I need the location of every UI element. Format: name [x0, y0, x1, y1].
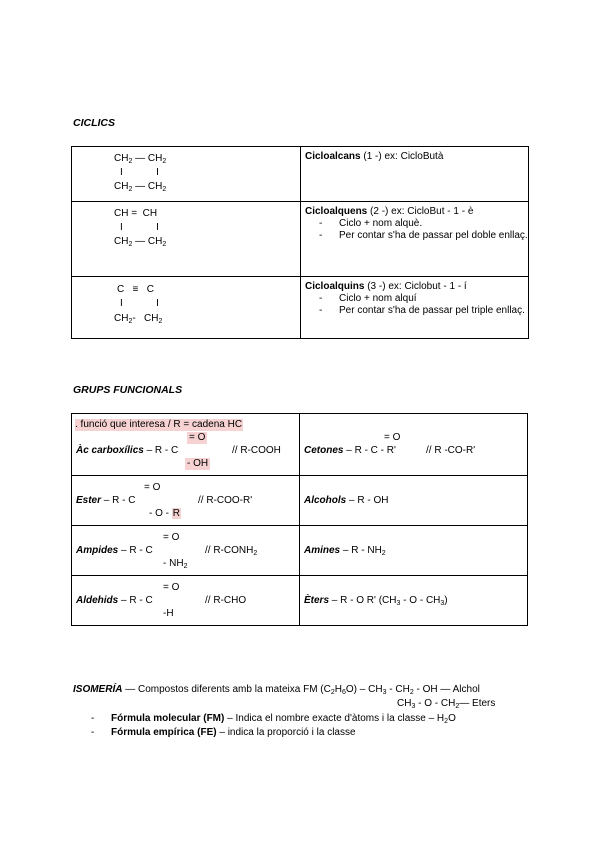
list-item: - Ciclo + nom alquí	[301, 293, 528, 305]
ether-formula: Èters – R - O R' ($CH_3$ - O - $CH_3$)	[304, 595, 448, 607]
isomeria-line: ISOMERÍA — Compostos diferents amb la mateixa FM $(C_2H_6O) - CH_3 - CH_2$ - OH — Alchol	[73, 684, 480, 696]
table-row	[72, 476, 528, 526]
double-bond-o: = O	[384, 432, 401, 443]
condensed-formula: // R-COO-R'	[198, 495, 253, 506]
condensed-formula: // $R-CONH_2$	[205, 545, 258, 557]
cell-alcohols	[300, 476, 528, 526]
structure-formula: C ≡ C	[117, 284, 154, 295]
term-cicloalquens: Cicloalquens	[305, 206, 368, 217]
amide-formula: Ampides – R - C	[76, 545, 153, 556]
structure-cell-cicloalquins	[72, 277, 301, 339]
structure-formula: $CH_2-$ $CH_2$	[114, 313, 163, 325]
bullet-list	[301, 293, 528, 317]
term-detail: (1 -) ex: CicloButà	[360, 151, 444, 162]
condensed-formula: // R -CO-R'	[426, 445, 476, 456]
note-text: . funció que interesa / R = cadena HC	[75, 419, 243, 430]
hydroxyl-group: - OH	[187, 458, 209, 469]
amino-group: - $NH_2$	[163, 558, 188, 570]
condensed-formula: // R-CHO	[205, 595, 247, 606]
cell-cetones	[300, 414, 528, 476]
list-item-fm: - Fórmula molecular (FM) – Indica el nombre exacte d'àtoms i la classe – $H_2O$	[91, 713, 456, 725]
cell-ampides	[72, 526, 300, 576]
cell-eters	[300, 576, 528, 626]
double-bond-o: = O	[163, 532, 180, 543]
table-row	[72, 277, 529, 339]
table-row	[72, 576, 528, 626]
bond-lines: I I	[120, 167, 159, 178]
bond-lines: I I	[120, 222, 159, 233]
bond-lines: I I	[120, 298, 159, 309]
term-formula-empirica: Fórmula empírica (FE)	[111, 727, 217, 738]
cell-aldehids	[72, 576, 300, 626]
term-detail: (3 -) ex: Ciclobut - 1 - í	[364, 281, 467, 292]
section-heading-isomeria: ISOMERÍA	[73, 684, 123, 695]
section-heading-grups-funcionals: GRUPS FUNCIONALS	[73, 384, 183, 396]
acid-formula: Àc carboxílics – R - C	[76, 445, 179, 456]
term-cetones: Cetones	[304, 445, 344, 456]
amine-formula: Amines – R - $NH_2$	[304, 545, 386, 557]
hydrogen-group: -H	[163, 608, 174, 619]
ester-oxygen-group: - O - R	[149, 508, 181, 519]
double-bond-o: = O	[144, 482, 161, 493]
aldehyde-formula: Aldehids – R - C	[76, 595, 153, 606]
term-amines: Amines	[304, 545, 341, 556]
term-acids: Àc carboxílics	[76, 445, 144, 456]
table-row	[72, 414, 528, 476]
list-item: - Ciclo + nom alquè.	[301, 218, 528, 230]
table-row	[72, 526, 528, 576]
ester-formula: Ester – R - C	[76, 495, 136, 506]
table-row	[72, 147, 529, 202]
list-item: - Per contar s'ha de passar pel triple enllaç.	[301, 305, 528, 317]
term-cicloalquins: Cicloalquins	[305, 281, 365, 292]
table-row	[72, 202, 529, 277]
structure-cell-cicloalcans	[72, 147, 301, 202]
structure-cell-cicloalquens	[72, 202, 301, 277]
term-formula-molecular: Fórmula molecular (FM)	[111, 713, 225, 724]
term-aldehids: Aldehids	[76, 595, 119, 606]
condensed-formula: // R-COOH	[232, 445, 281, 456]
section-heading-ciclics: CICLICS	[73, 117, 115, 129]
structure-formula: $CH_2$ — $CH_2$	[114, 153, 167, 165]
description-cell-cicloalquins	[301, 277, 529, 339]
double-bond-o: = O	[189, 432, 206, 443]
term-alcohols: Alcohols	[304, 495, 347, 506]
ketone-formula: Cetones – R - C - R'	[304, 445, 396, 456]
structure-formula: $CH_2$ — $CH_2$	[114, 181, 167, 193]
term-detail: (2 -) ex: CicloBut - 1 - è	[367, 206, 474, 217]
structure-formula: CH = CH	[114, 208, 158, 219]
term-cicloalcans: Cicloalcans	[305, 151, 361, 162]
bullet-list	[301, 218, 528, 242]
term-ampides: Ampides	[76, 545, 119, 556]
cell-amines	[300, 526, 528, 576]
isomeria-line-2: $CH_3$ - O - $CH_2—$ Eters	[397, 698, 496, 710]
description-cell-cicloalquens	[301, 202, 529, 277]
list-item: - Per contar s'ha de passar pel doble enllaç.	[301, 230, 528, 242]
term-ester: Ester	[76, 495, 102, 506]
grups-table	[71, 413, 528, 626]
ciclics-table	[71, 146, 529, 339]
alcohol-formula: Alcohols – R - OH	[304, 495, 389, 506]
double-bond-o: = O	[163, 582, 180, 593]
cell-acids	[72, 414, 300, 476]
cell-ester	[72, 476, 300, 526]
term-eters: Èters	[304, 595, 330, 606]
structure-formula: $CH_2$ — $CH_2$	[114, 236, 167, 248]
list-item-fe: - Fórmula empírica (FE) – indica la proporció i la classe	[91, 727, 356, 738]
description-cell-cicloalcans	[301, 147, 529, 202]
